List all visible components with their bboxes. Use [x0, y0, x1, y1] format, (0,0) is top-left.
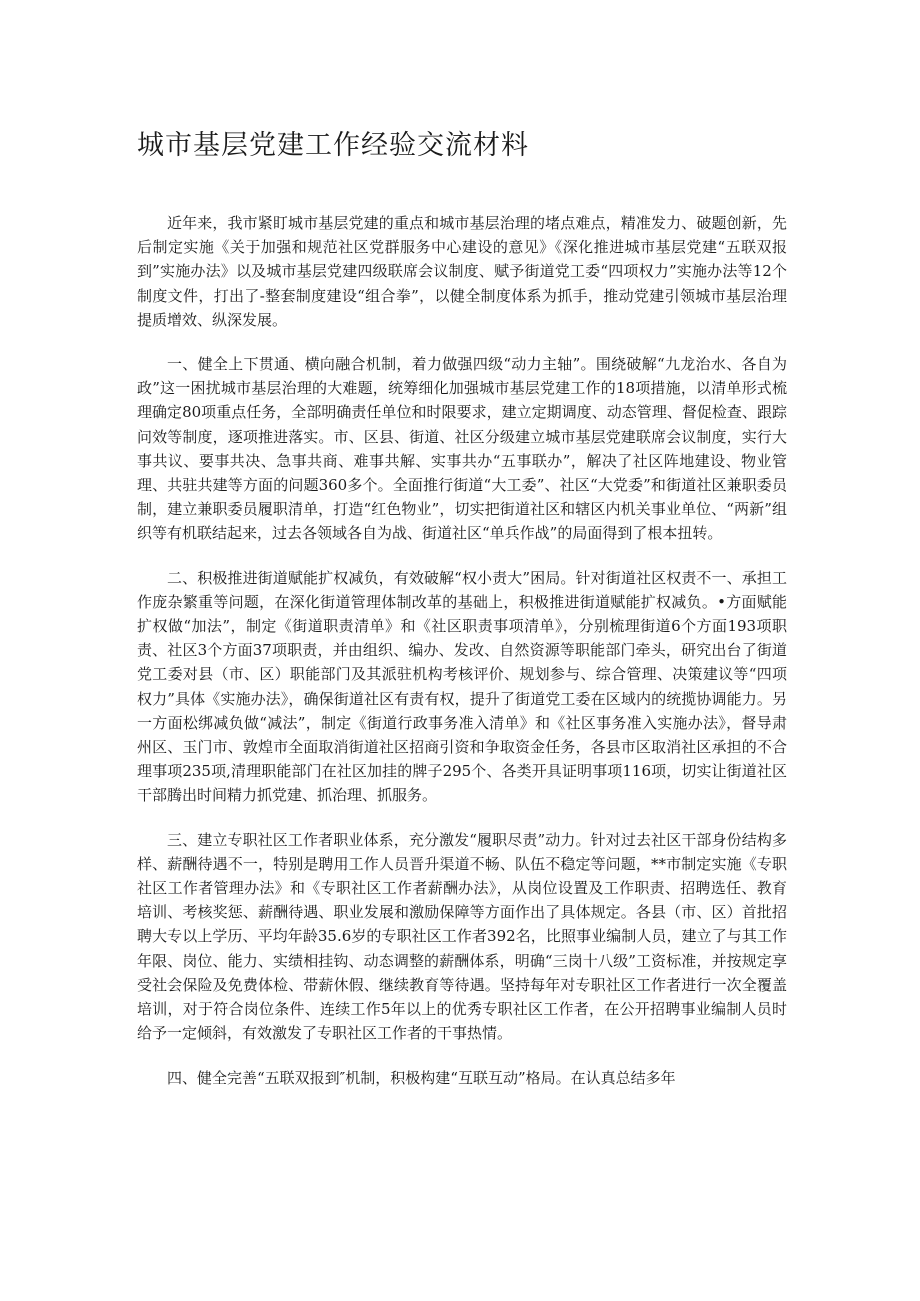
document-title: 城市基层党建工作经验交流材料	[137, 130, 529, 161]
paragraph-intro: 近年来，我市紧盯城市基层党建的重点和城市基层治理的堵点难点，精准发力、破题创新，先后制定实施《关于加强和规范社区党群服务中心建设的意见》《深化推进城市基层党建“五联双报到”实施办法》以及城市基层党建四级联席会议制度、赋予街道党工委“四项权力”实施办法等12个制度文件，打出了-整套制度建设“组合拳”，以健全制度体系为抓手，推动党建引领城市基层治理提质增效、纵深发展。	[137, 214, 787, 329]
paragraph-section-4: 四、健全完善“五联双报到″机制，积极构建“互联互动”格局。在认真总结多年	[167, 1068, 676, 1087]
document-body	[137, 211, 787, 1110]
paragraph-section-2: 二、积极推进街道赋能扩权减负，有效破解“权小责大”困局。针对街道社区权责不一、承担工作庞杂繁重等问题，在深化街道管理体制改革的基础上，积极推进街道赋能扩权减负。•方面赋能扩权做“加法”，制定《街道职责清单》和《社区职责事项清单》，分别梳理街道6个方面193项职责、社区3个方面37项职责，并由组织、编办、发改、自然资源等职能部门牵头，研究出台了街道党工委对县（市、区）职能部门及其派驻机构考核评价、规划参与、综合管理、决策建议等“四项权力”具体《实施办法》，确保街道社区有责有权，提升了街道党工委在区域内的统揽协调能力。另一方面松绑减负做“减法”，制定《街道行政事务准入清单》和《社区事务准入实施办法》，督导肃州区、玉门市、敦煌市全面取消街道社区招商引资和争取资金任务，各县市区取消社区承担的不合理事项235项,清理职能部门在社区加挂的牌子295个、各类开具证明事项116项，切实让街道社区干部腾出时间精力抓党建、抓治理、抓服务。	[137, 568, 787, 805]
paragraph-section-1: 一、健全上下贯通、横向融合机制，着力做强四级“动力主轴”。围绕破解“九龙治水、各自为政”这一困扰城市基层治理的大难题，统筹细化加强城市基层党建工作的18项措施，以清单形式梳理确定80项重点任务，全部明确责任单位和时限要求，建立定期调度、动态管理、督促检查、跟踪问效等制度，逐项推进落实。市、区县、街道、社区分级建立城市基层党建联席会议制度，实行大事共议、要事共决、急事共商、难事共解、实事共办“五事联办”，解决了社区阵地建设、物业管理、共驻共建等方面的问题360多个。全面推行街道“大工委”、社区“大党委”和街道社区兼职委员制，建立兼职委员履职清单，打造“红色物业”，切实把街道社区和辖区内机关事业单位、“两新”组织等有机联结起来，过去各领域各自为战、街道社区“单兵作战”的局面得到了根本扭转。	[137, 355, 787, 543]
paragraph-section-3: 三、建立专职社区工作者职业体系，充分激发“履职尽责”动力。针对过去社区干部身份结构多样、薪酬待遇不一，特别是聘用工作人员晋升渠道不畅、队伍不稳定等问题，**市制定实施《专职社区工作者管理办法》和《专职社区工作者薪酬办法》，从岗位设置及工作职责、招聘选任、教育培训、考核奖惩、薪酬待遇、职业发展和激励保障等方面作出了具体规定。各县（市、区）首批招聘大专以上学历、平均年龄35.6岁的专职社区工作者392名，比照事业编制人员，建立了与其工作年限、岗位、能力、实绩相挂钩、动态调整的薪酬体系，明确“三岗十八级”工资标准，并按规定享受社会保险及免费体检、带薪休假、继续教育等待遇。坚持每年对专职社区工作者进行一次全覆盖培训，对于符合岗位条件、连续工作5年以上的优秀专职社区工作者，在公开招聘事业编制人员时给予一定倾斜，有效激发了专职社区工作者的干事热情。	[137, 830, 787, 1043]
